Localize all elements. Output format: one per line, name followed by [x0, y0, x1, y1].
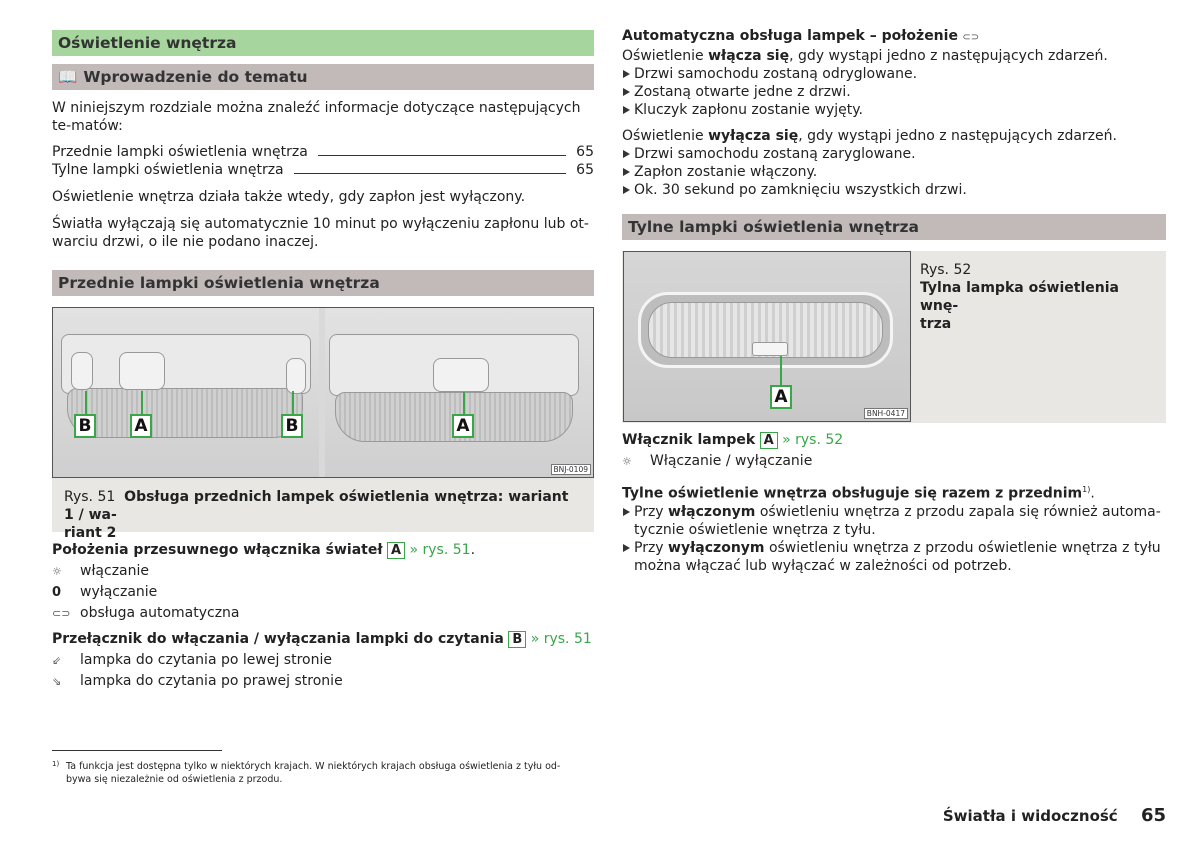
book-icon: 📖 [58, 68, 78, 86]
caption-number: Rys. 51 [64, 489, 116, 505]
figure-52-caption [920, 261, 1150, 333]
badge-a: A [387, 542, 405, 559]
badge-b: B [508, 631, 526, 648]
figure-code: BNJ-0109 [551, 464, 592, 475]
light-on-icon: ☼ [622, 455, 632, 468]
text: , gdy wystąpi jedno z następujących zdarzeń. [789, 48, 1108, 64]
reading-heading: Przełącznik do włączania / wyłączania lampki do czytania [52, 631, 504, 647]
figure-variant-1 [53, 308, 319, 477]
bullet-item: Drzwi samochodu zostaną zaryglowane. [622, 145, 1166, 163]
toc-label[interactable]: Tylne lampki oświetlenia wnętrza [52, 162, 284, 178]
toc-page: 65 [576, 162, 594, 178]
reading-lamp-right-icon: ⇘ [52, 675, 62, 688]
toc-page: 65 [576, 144, 594, 160]
label-a: A [130, 414, 152, 438]
text: można włączać lub wyłączać w zależności od potrzeb. [634, 557, 1012, 574]
door-contact-icon: ⊂⊃ [52, 607, 71, 620]
caption-text: Obsługa przednich lampek oświetlenia wnętrza: wariant 1 / wa- [64, 489, 569, 523]
bullet-item [622, 539, 1166, 575]
footnote-text: bywa się niezależnie od oświetlenia z przodu. [66, 774, 283, 785]
bullet-item: Drzwi samochodu zostaną odryglowane. [622, 65, 1166, 83]
text: oświetleniu wnętrza z przodu oświetlenie wnętrza z tyłu [764, 539, 1161, 556]
text-bold: wyłączonym [668, 539, 765, 556]
text-bold: włączonym [668, 503, 756, 520]
label-b: B [281, 414, 303, 438]
left-body [52, 99, 594, 251]
toc-leader [294, 173, 567, 174]
list-item [622, 450, 1166, 473]
paragraph: Oświetlenie wnętrza działa także wtedy, gdy zapłon jest wyłączony. [52, 189, 526, 205]
rear-switch-section: Włącznik lampek A » rys. 52 ☼ Włączanie / wyłączanie Tylne oświetlenie wnętrza obsługuje się razem z przednim$^{1)}$. Przy włączonym oświetleniu wnętrza z przodu zapala się również automa- tycznie oświetlenie wnętrza z tyłu. Przy wyłączonym oświetleniu wnętrza z przodu oświetlenie wnętrza z tyłu można włączać lub wyłączać w zależności od potrzeb. [622, 430, 1166, 575]
caption-number: Rys. 52 [920, 262, 972, 278]
toc-label[interactable]: Przednie lampki oświetlenia wnętrza [52, 144, 308, 160]
bullet-item: Ok. 30 sekund po zamknięciu wszystkich drzwi. [622, 181, 1166, 199]
figure-link[interactable]: » rys. 51 [530, 631, 592, 647]
item-text: włączanie [80, 563, 150, 579]
figure-51-caption [52, 478, 594, 541]
caption-text: riant 2 [64, 525, 117, 541]
rear-lamps-heading [622, 214, 1166, 240]
figure-link[interactable]: » rys. 51 [409, 542, 471, 558]
light-on-icon: ☼ [52, 565, 62, 578]
list-item [52, 671, 594, 692]
footnote [52, 760, 597, 786]
period: . [470, 542, 476, 558]
auto-heading: Automatyczna obsługa lampek – położenie [622, 28, 958, 44]
text-bold: wyłącza się [708, 128, 799, 144]
text: oświetleniu wnętrza z przodu zapala się również automa- [755, 503, 1161, 520]
rear-lamps-heading-text: Tylne lampki oświetlenia wnętrza [628, 218, 919, 236]
section-title-text: Oświetlenie wnętrza [58, 34, 237, 52]
figure-link[interactable]: » rys. 52 [782, 432, 844, 448]
page-footer [943, 805, 1166, 826]
list-item [52, 650, 594, 671]
text: , gdy wystąpi jedno z następujących zdarzeń. [798, 128, 1117, 144]
footnote-ref[interactable]: 1) [1082, 485, 1091, 494]
auto-section [622, 27, 1166, 199]
label-b: B [74, 414, 96, 438]
badge-a: A [760, 432, 778, 449]
item-text: wyłączanie [80, 584, 158, 600]
section-title [52, 30, 594, 56]
figure-52-block [622, 251, 1166, 423]
paragraph-line: warciu drzwi, o ile nie podano inaczej. [52, 234, 319, 250]
text: Oświetlenie [622, 48, 709, 64]
switch-heading: Włącznik lampek [622, 432, 756, 448]
figure-code: BNH-0417 [864, 408, 908, 419]
item-text: lampka do czytania po prawej stronie [80, 673, 343, 689]
bullet-item [622, 503, 1166, 539]
label-a: A [770, 385, 792, 409]
figure-variant-2 [325, 308, 593, 477]
text: Oświetlenie [622, 128, 709, 144]
text: tycznie oświetlenie wnętrza z tyłu. [634, 521, 876, 538]
intro-heading [52, 64, 594, 90]
text-bold: włącza się [708, 48, 790, 64]
item-text: Włączanie / wyłączanie [650, 453, 813, 469]
front-lamps-heading [52, 270, 594, 296]
caption-text: Tylna lampka oświetlenia wnę- [920, 280, 1119, 314]
intro-text: W niniejszym rozdziale można znaleźć informacje dotyczące następujących te-matów: [52, 100, 581, 134]
figure-51 [52, 307, 594, 478]
figure-52 [623, 251, 911, 422]
paragraph-line: Światła wyłączają się automatycznie 10 minut po wyłączeniu zapłonu lub ot- [52, 216, 589, 232]
page-number: 65 [1140, 805, 1166, 826]
footnote-mark: 1) [52, 760, 60, 768]
footnote-rule [52, 750, 222, 751]
toc-item[interactable] [52, 161, 594, 179]
rear-note: Tylne oświetlenie wnętrza obsługuje się razem z przednim [622, 485, 1083, 502]
front-lamps-heading-text: Przednie lampki oświetlenia wnętrza [58, 274, 380, 292]
switch-section [52, 540, 594, 692]
switch-heading: Położenia przesuwnego włącznika świateł [52, 542, 383, 558]
list-item [52, 561, 594, 582]
item-text: obsługa automatyczna [80, 605, 240, 621]
caption-text: trza [920, 316, 952, 332]
bullet-item: Zapłon zostanie włączony. [622, 163, 1166, 181]
text: Przy [634, 503, 669, 520]
label-a: A [452, 414, 474, 438]
text: Przy [634, 539, 669, 556]
list-item [52, 603, 594, 624]
reading-lamp-left-icon: ⇙ [52, 654, 62, 667]
toc-item[interactable] [52, 143, 594, 161]
footnote-text: Ta funkcja jest dostępna tylko w niektórych krajach. W niektórych krajach obsługa oświetlenia z tyłu od- [66, 761, 561, 772]
off-icon: 0 [52, 585, 62, 600]
intro-heading-text: Wprowadzenie do tematu [83, 68, 308, 86]
toc-leader [318, 155, 566, 156]
door-contact-icon: ⊂⊃ [962, 32, 980, 43]
item-text: lampka do czytania po lewej stronie [80, 652, 332, 668]
footer-section: Światła i widoczność [942, 807, 1118, 825]
bullet-item: Zostaną otwarte jedne z drzwi. [622, 83, 1166, 101]
list-item [52, 582, 594, 603]
bullet-item: Kluczyk zapłonu zostanie wyjęty. [622, 101, 1166, 119]
